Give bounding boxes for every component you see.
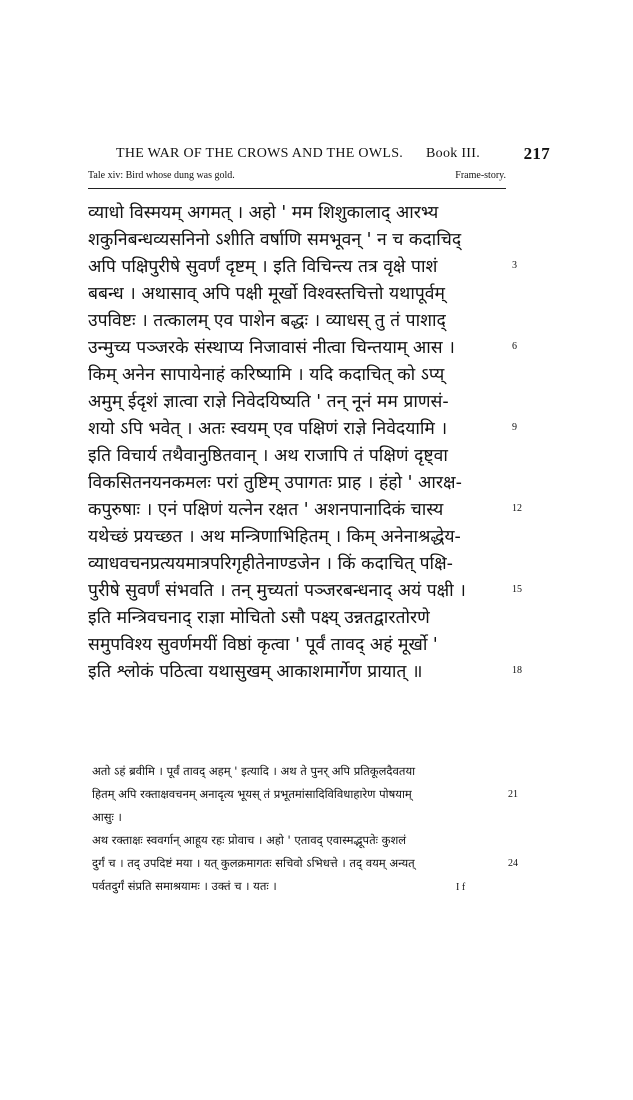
- text-line: व्याधो विस्मयम् अगमत् । अहो ' मम शिशुकालाद् आरभ्य: [88, 203, 439, 223]
- text-line: हितम् अपि रक्ताक्षवचनम् अनादृत्य भूयस् तं प्रभूतमांसादिविविधाहारेण पोषयाम्: [92, 787, 412, 801]
- line-number: 3: [512, 260, 517, 271]
- text-line: यथेच्छं प्रयच्छत । अथ मन्त्रिणाभिहितम् । किम् अनेनाश्रद्धेय-: [88, 527, 461, 547]
- line-number: 12: [512, 503, 522, 514]
- line-number: 18: [512, 665, 522, 676]
- book-label: Book III.: [426, 146, 481, 161]
- line-number: 9: [512, 422, 517, 433]
- tale-label: Tale xiv: Bird whose dung was gold.: [88, 170, 235, 181]
- text-line: अतो ऽहं ब्रवीमि । पूर्वं तावद् अहम् ' इत्यादि । अथ ते पुनर् अपि प्रतिकूलदैवतया: [92, 764, 416, 778]
- text-line: किम् अनेन सापायेनाहं करिष्यामि । यदि कदाचित् को ऽप्य्: [88, 365, 445, 385]
- text-line: व्याधवचनप्रत्ययमात्रपरिगृहीतेनाण्डजेन । किं कदाचित् पक्षि-: [88, 554, 453, 574]
- section-label: Frame-story.: [455, 170, 506, 181]
- text-line: विकसितनयनकमलः परां तुष्टिम् उपागतः प्राह । हंहो ' आरक्ष-: [88, 473, 462, 493]
- text-line: समुपविश्य सुवर्णमयीं विष्ठां कृत्वा ' पूर्वं तावद् अहं मूर्खो ': [88, 635, 438, 655]
- text-line: बबन्ध । अथासाव् अपि पक्षी मूर्खो विश्वस्तचित्तो यथापूर्वम्: [88, 284, 446, 304]
- running-title: THE WAR OF THE CROWS AND THE OWLS.: [116, 146, 404, 161]
- main-text: [88, 200, 518, 686]
- text-line: पुरीषे सुवर्णं संभवति । तन् मुच्यतां पञ्जरबन्धनाद् अयं पक्षी ।: [88, 581, 466, 601]
- commentary-text: [92, 760, 512, 898]
- header-rule: [88, 188, 506, 189]
- text-line: शयो ऽपि भवेत् । अतः स्वयम् एव पक्षिणं राज्ञे निवेदयामि ।: [88, 419, 448, 439]
- line-number: 6: [512, 341, 517, 352]
- text-line: अपि पक्षिपुरीषे सुवर्णं दृष्टम् । इति विचिन्त्य तत्र वृक्षे पाशं: [88, 257, 438, 277]
- text-line: उन्मुच्य पञ्जरके संस्थाप्य निजावासं नीत्वा चिन्तयाम् आस ।: [88, 338, 455, 358]
- text-line: आसुः ।: [92, 810, 122, 824]
- text-line: पर्वतदुर्गं संप्रति समाश्रयामः । उक्तं च । यतः ।: [92, 879, 277, 893]
- text-line: इति मन्त्रिवचनाद् राज्ञा मोचितो ऽसौ पक्ष्य् उन्नतद्वारतोरणे: [88, 608, 430, 628]
- text-line: इति श्लोकं पठित्वा यथासुखम् आकाशमार्गेण प्रायात् ॥: [88, 662, 423, 682]
- text-line: अथ रक्ताक्षः स्ववर्गान् आहूय रहः प्रोवाच । अहो ' एतावद् एवास्मद्भूपतेः कुशलं: [92, 833, 407, 847]
- line-number: 21: [508, 789, 518, 800]
- text-line: इति विचार्य तथैवानुष्ठितवान् । अथ राजापि तं पक्षिणं दृष्ट्वा: [88, 446, 448, 466]
- line-number: 15: [512, 584, 522, 595]
- line-number: 24: [508, 858, 518, 869]
- text-line: कपुरुषाः । एनं पक्षिणं यत्नेन रक्षत ' अशनपानादिकं चास्य: [88, 500, 444, 520]
- stray-mark: I f: [456, 882, 466, 893]
- text-line: उपविष्टः । तत्कालम् एव पाशेन बद्धः । व्याधस् तु तं पाशाद्: [88, 311, 446, 331]
- text-line: शकुनिबन्धव्यसनिनो ऽशीति वर्षाणि समभूवन् ' न च कदाचिद्: [88, 230, 462, 250]
- page-number: 217: [523, 144, 550, 163]
- text-line: अमुम् ईदृशं ज्ञात्वा राज्ञे निवेदयिष्यति ' तन् नूनं मम प्राणसं-: [88, 392, 449, 412]
- text-line: दुर्गं च । तद् उपदिष्टं मया । यत् कुलक्रमागतः सचिवो ऽभिधत्ते । तद् वयम् अन्यत्: [92, 856, 415, 870]
